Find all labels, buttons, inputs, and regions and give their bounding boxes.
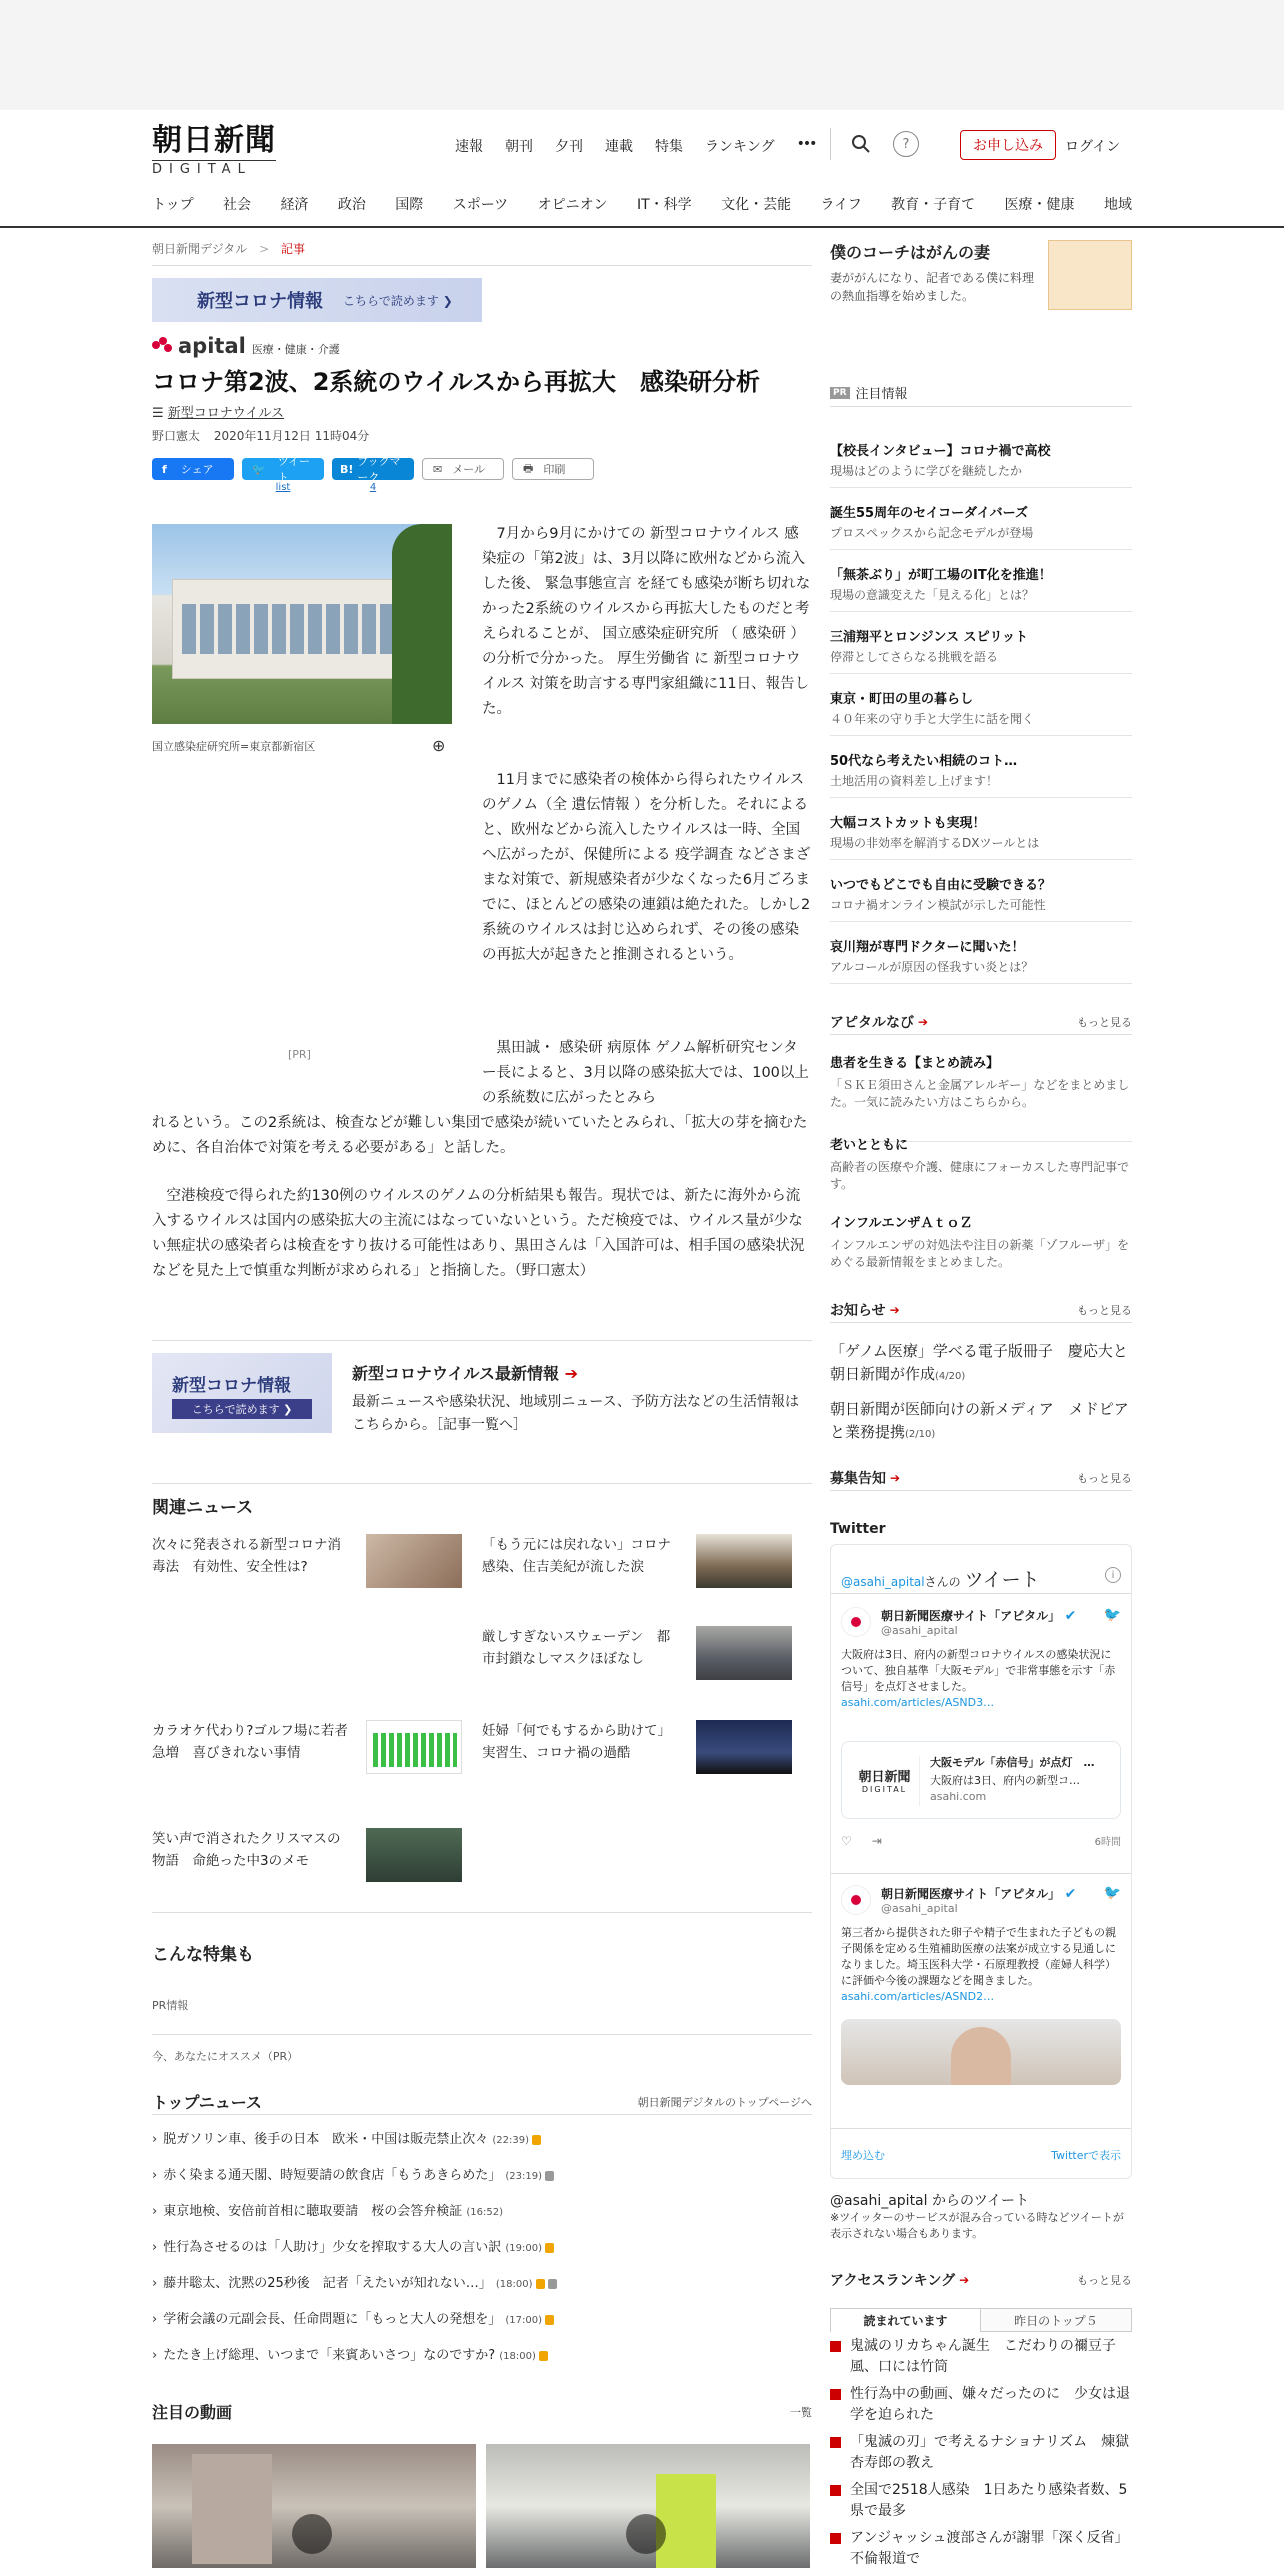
divider — [831, 2128, 1131, 2129]
cat-politics[interactable]: 政治 — [337, 197, 366, 213]
coach-illustration — [1048, 240, 1132, 310]
pr-item-title: 50代なら考えたい相続のコト… — [830, 754, 1018, 769]
verified-icon: ✔ — [1064, 1608, 1077, 1624]
top-news-time: (16:52) — [466, 2207, 503, 2218]
chevron-right-icon: › — [152, 2132, 158, 2147]
video-building — [192, 2454, 272, 2564]
recommend-label: 今、あなたにオススメ（PR） — [152, 2050, 299, 2063]
print-label: 印刷 — [543, 463, 566, 476]
question-icon[interactable]: ? — [893, 131, 919, 157]
logo-subtext: DIGITAL — [152, 160, 276, 177]
pr-badge: PR — [830, 387, 850, 399]
corona-banner-title: 新型コロナ情報 — [197, 291, 323, 312]
related-thumbnail — [696, 1534, 792, 1588]
top-news-time: (18:00) — [499, 2351, 536, 2362]
card-logo-line2: DIGITAL — [861, 1785, 908, 1794]
play-icon — [626, 2514, 666, 2554]
breadcrumb-home[interactable]: 朝日新聞デジタル — [152, 242, 248, 256]
chevron-right-icon: › — [152, 2348, 158, 2363]
share-icon[interactable]: ⇥ — [871, 1833, 882, 1848]
byline — [152, 427, 812, 444]
top-news-item[interactable] — [152, 2164, 554, 2183]
arrow-right-icon: ➔ — [890, 1471, 901, 1485]
article-tag[interactable]: ☰ 新型コロナウイルス — [152, 406, 285, 421]
related-item-text: 厳しすぎないスウェーデン 都市封鎖なしマスクほぼなし — [482, 1629, 671, 1667]
top-news-time: (22:39) — [492, 2135, 529, 2146]
pr-item[interactable] — [830, 426, 1132, 488]
twitter-section-title: Twitter — [830, 1521, 886, 1537]
pr-item[interactable] — [830, 922, 1132, 984]
apital-navi-item[interactable] — [830, 1134, 1132, 1204]
related-thumbnail — [366, 1534, 462, 1588]
divider — [831, 1873, 1131, 1874]
arrow-right-icon: ➔ — [918, 1015, 929, 1029]
coach-promo[interactable] — [830, 240, 1132, 310]
apital-navi-header[interactable] — [830, 1012, 1132, 1032]
card-logo — [850, 1756, 920, 1806]
hatena-count[interactable]: 4 — [369, 482, 377, 493]
logo-text: 朝日新聞 — [152, 123, 276, 158]
apital-name: apital — [178, 334, 246, 358]
tweet-author: 朝日新聞医療サイト「アピタル」 — [881, 1609, 1061, 1623]
tweet[interactable] — [841, 1607, 1121, 1848]
cat-international[interactable]: 国際 — [395, 197, 424, 213]
related-news-title: 関連ニュース — [152, 1498, 254, 1518]
ranking-header[interactable] — [830, 2270, 1132, 2290]
notice-item[interactable] — [830, 1340, 1132, 1388]
video-person — [656, 2474, 716, 2568]
article-title: コロナ第2波、2系統のウイルスから再拡大 感染研分析 — [152, 368, 760, 396]
apital-navi-item-desc: 高齢者の医療や介護、健康にフォーカスした専門記事です。 — [830, 1160, 1130, 1191]
pr-item-title: 東京・町田の里の暮らし — [830, 692, 974, 707]
view-on-twitter-link[interactable]: Twitterで表示 — [1051, 2149, 1121, 2162]
card-desc: 大阪府は3日、府内の新型コ… — [930, 1774, 1080, 1787]
ranking-item[interactable]: アンジャッシュ渡部さんが謝罪「深く反省」 不倫報道で — [830, 2528, 1132, 2568]
top-news-time: (19:00) — [505, 2243, 542, 2254]
related-item[interactable] — [152, 1534, 452, 1604]
photo-caption: 国立感染症研究所=東京都新宿区 — [152, 740, 316, 753]
tweet-link[interactable]: asahi.com/articles/ASND2… — [841, 1990, 995, 2003]
pr-section-title: 注目情報 — [855, 387, 908, 402]
apital-navi-item-title: 老いとともに — [830, 1138, 909, 1153]
tweet-share-button[interactable] — [242, 455, 324, 484]
top-news-time: (18:00) — [495, 2279, 533, 2290]
apital-logo[interactable] — [152, 334, 812, 358]
tweet-time[interactable]: 6時間 — [1094, 1837, 1121, 1848]
pr-item-title: 哀川翔が専門ドクターに聞いた！ — [830, 940, 1025, 955]
chevron-right-icon: › — [152, 2204, 158, 2219]
pr-item[interactable] — [830, 798, 1132, 860]
breadcrumb — [152, 228, 812, 266]
login-link[interactable]: ログイン — [1065, 139, 1121, 155]
hatena-icon: B! — [340, 462, 354, 476]
article-paragraph-2: 11月までに感染者の検体から得られたウイルスのゲノム（全 遺伝情報 ）を分析した。それによると、欧州などから流入したウイルスは一時、全国へ広がったが、保健所による 疫学調査 などさまざまな対策で、新規感染者が少なくなった6月ごろまでに、ほとんどの感染の連鎖は絶たれた。しかし2系統のウイルスは封じ込められず、その後の感染の再拡大が起きたと推測されるという。 — [482, 772, 811, 963]
apital-navi-item-title: 患者を生きる【まとめ読み】 — [830, 1056, 1000, 1071]
tweet-text: 第三者から提供された卵子や精子で生まれた子どもの親子関係を定める生殖補助医療の法案が成立する見通しになりました。埼玉医科大学・石原理教授（産婦人科学）に評価や今後の課題などを聞きました。 — [841, 1926, 1116, 1987]
cat-it-science[interactable]: IT・科学 — [637, 197, 692, 213]
divider — [830, 1322, 1132, 1323]
related-item-text: 次々に発表される新型コロナ消毒法 有効性、安全性は? — [152, 1537, 341, 1575]
twitter-bird-icon: 🐦 — [1103, 1607, 1121, 1623]
pr-item[interactable] — [830, 488, 1132, 550]
tweet-handle: @asahi_apital — [881, 1624, 958, 1637]
apital-dots-icon — [152, 337, 174, 353]
pr-item[interactable] — [830, 736, 1132, 798]
tab-most-read[interactable]: 読まれています — [830, 2308, 981, 2332]
top-news-item[interactable] — [152, 2200, 503, 2219]
notice-title: お知らせ — [830, 1303, 886, 1319]
breadcrumb-separator: > — [259, 242, 270, 256]
related-thumbnail — [696, 1720, 792, 1774]
top-news-text: 東京地検、安倍前首相に聴取要請 桜の会答弁検証 — [163, 2204, 463, 2219]
corona-latest-box — [152, 1340, 812, 1440]
embed-link[interactable]: 埋め込む — [841, 2149, 885, 2162]
top-news-item[interactable] — [152, 2236, 554, 2255]
nav-ranking[interactable]: ランキング — [705, 139, 775, 155]
twitter-footer-note: ※ツイッターのサービスが混み合っている時などツイートが表示されない場合もあります。 — [830, 2211, 1124, 2240]
pr-info-label: PR情報 — [152, 1999, 189, 2012]
divider — [830, 1034, 1132, 1035]
related-item-text: 「もう元には戻れない」コロナ感染、住吉美紀が流した涙 — [482, 1537, 671, 1575]
site-header — [0, 110, 1284, 228]
related-item[interactable] — [152, 1720, 452, 1790]
lock-icon — [532, 2135, 541, 2145]
article-tag-label: 新型コロナウイルス — [167, 406, 285, 421]
corona-latest-heading[interactable] — [352, 1361, 578, 1384]
ranking-item[interactable]: 鬼滅のリカちゃん誕生 こだわりの禰豆子風、口には竹筒 — [830, 2336, 1132, 2378]
top-news-item[interactable] — [152, 2272, 557, 2291]
lock-icon — [545, 2171, 554, 2181]
videos-title: 注目の動画 — [152, 2403, 233, 2422]
related-item[interactable] — [152, 1828, 452, 1898]
pr-item[interactable] — [830, 860, 1132, 922]
tweet[interactable] — [841, 1885, 1121, 2085]
tweet-avatar — [841, 1885, 871, 1915]
breadcrumb-current: 記事 — [281, 242, 306, 256]
pr-item[interactable] — [830, 674, 1132, 736]
coach-title: 僕のコーチはがんの妻 — [830, 243, 991, 262]
tweet-count[interactable]: list — [275, 482, 291, 493]
pr-item-desc: 土地活用の資料差し上げます！ — [830, 774, 999, 788]
divider — [830, 128, 831, 160]
nav-yuukan[interactable]: 夕刊 — [555, 139, 583, 155]
main-column — [152, 228, 812, 2422]
corona-banner-link: こちらで読めます ❯ — [343, 293, 453, 308]
recruit-more[interactable]: もっと見る — [1077, 1472, 1132, 1485]
top-nav — [455, 136, 837, 156]
tweet-image-person — [951, 2027, 1011, 2085]
photo-windows — [182, 604, 392, 654]
arrow-right-icon: ➔ — [564, 1364, 579, 1383]
twitter-bird-icon: 🐦 — [252, 462, 266, 476]
apital-navi-item-desc: 「ＳＫＥ須田さんと金属アレルギー」などをまとめました。一気に読みたい方はこちらから。 — [830, 1078, 1130, 1109]
cat-opinion[interactable]: オピニオン — [537, 197, 608, 213]
apital-navi-item-title: インフルエンザＡｔｏＺ — [830, 1216, 973, 1231]
top-news-text: 脱ガソリン車、後手の日本 欧米・中国は販売禁止次々 — [163, 2132, 489, 2147]
lock-icon — [545, 2315, 554, 2325]
site-logo[interactable] — [152, 124, 292, 177]
nav-sokuhou[interactable]: 速報 — [455, 139, 483, 155]
chevron-right-icon: › — [152, 2168, 158, 2183]
corona-latest-heading-text: 新型コロナウイルス最新情報 — [352, 1364, 560, 1383]
print-icon: 🖶 — [523, 461, 534, 475]
divider — [152, 2114, 812, 2115]
tweet-handle: @asahi_apital — [881, 1902, 958, 1915]
recruit-title: 募集告知 — [830, 1471, 886, 1487]
cat-society[interactable]: 社会 — [223, 197, 252, 213]
apital-navi-item-desc: インフルエンザの対処法や注目の新薬「ゾフルーザ」をめぐる最新情報をまとめました。 — [830, 1238, 1130, 1269]
corona-latest-image[interactable] — [152, 1353, 332, 1433]
apital-navi-title: アピタルなび — [830, 1015, 914, 1031]
category-nav — [152, 194, 1132, 214]
chevron-right-icon: › — [152, 2312, 158, 2327]
notice-more[interactable]: もっと見る — [1077, 1304, 1132, 1317]
twitter-bird-icon: 🐦 — [1103, 1885, 1121, 1901]
nav-tokushu[interactable]: 特集 — [655, 139, 683, 155]
cat-top[interactable]: トップ — [152, 197, 194, 213]
related-item-text: カラオケ代わり?ゴルフ場に若者急増 喜びきれない事情 — [152, 1723, 348, 1761]
top-news-text: 藤井聡太、沈黙の25秒後 記者「えたいが知れない…」 — [163, 2276, 492, 2291]
tweet-actions — [841, 1833, 1121, 1848]
divider — [152, 1483, 812, 1484]
related-item-text: 笑い声で消されたクリスマスの物語 命絶った中3のメモ — [152, 1831, 341, 1869]
notice-item-date: (2/10) — [905, 1429, 936, 1440]
pr-label: [PR] — [288, 1048, 311, 1061]
notice-item-date: (4/20) — [935, 1371, 966, 1382]
article-paragraph-3b: れるという。この2系統は、検査などが難しい集団で感染が続いていたとみられ、「拡大の芽を摘むために、各自治体で対策を考える必要がある」と話した。 — [152, 1115, 808, 1156]
apital-sub: 医療・健康・介護 — [251, 343, 340, 356]
card-domain: asahi.com — [930, 1790, 987, 1803]
pr-item-desc: 現場の意識変えた「見える化」とは？ — [830, 588, 1035, 602]
lock-icon — [536, 2279, 545, 2289]
notice-item[interactable] — [830, 1398, 1132, 1446]
notice-header[interactable] — [830, 1300, 1132, 1320]
pr-item-desc: アルコールが原因の怪我すい炎とは？ — [830, 960, 1034, 974]
timeline-handle[interactable]: @asahi_apital — [841, 1575, 925, 1589]
card-title: 大阪モデル「赤信号」が点灯 … — [930, 1756, 1095, 1769]
arrow-right-icon: ➔ — [889, 1303, 900, 1317]
video-thumbnail[interactable] — [152, 2444, 476, 2568]
mail-share-button[interactable] — [422, 458, 504, 480]
ranking-tabs — [830, 2308, 1132, 2332]
photo-tree — [392, 524, 452, 724]
article-paragraph-4: 空港検疫で得られた約130例のウイルスのゲノムの分析結果も報告。現状では、新たに海外から流入するウイルスは国内の感染拡大の主流にはなっていないという。ただ検疫では、ウイルス量が少ない無症状の感染者らは検査をすり抜ける可能性はあり、黒田さんは「入国許可は、相手国の感染状況などを見た上で慎重な判断が求められる」と指摘した。（野口憲太） — [152, 1188, 805, 1279]
pr-item-desc: コロナ禍オンライン模試が示した可能性 — [830, 898, 1046, 912]
cat-culture[interactable]: 文化・芸能 — [721, 197, 792, 213]
pr-item-desc: 現場の非効率を解消するDXツールとは — [830, 836, 1040, 850]
ranking-item[interactable]: 性行為中の動画、嫌々だったのに 少女は退学を迫られた — [830, 2384, 1132, 2426]
top-news-item[interactable] — [152, 2308, 554, 2327]
hatena-label: ブックマーク — [357, 455, 401, 484]
timeline-header — [841, 1565, 1040, 1592]
pr-item-title: 誕生55周年のセイコーダイバーズ — [830, 506, 1029, 521]
related-item[interactable] — [482, 1720, 782, 1790]
hatena-share-group — [332, 455, 414, 493]
facebook-share-button[interactable] — [152, 458, 234, 480]
divider — [152, 1912, 812, 1913]
features-title: こんな特集も — [152, 1945, 254, 1965]
related-item[interactable] — [482, 1626, 782, 1696]
timeline-handle-suffix: さんの — [924, 1575, 961, 1589]
ranking-title: アクセスランキング — [830, 2273, 956, 2289]
share-bar — [152, 455, 812, 493]
top-news-item[interactable] — [152, 2128, 541, 2147]
article-paragraph-3a: 黒田誠・ 感染研 病原体 ゲノム解析研究センター長によると、3月以降の感染拡大では、100以上の系統数に広がったとみら — [482, 1040, 809, 1106]
article-photo[interactable] — [152, 524, 452, 724]
pr-item-desc: ４０年来の守り手と大学生に話を聞く — [830, 712, 1035, 726]
info-icon[interactable]: i — [1105, 1567, 1121, 1583]
pr-item-desc: 現場はどのように学びを継続したか — [830, 464, 1023, 478]
video-thumbnail[interactable] — [486, 2444, 810, 2568]
tweet-link-card[interactable] — [841, 1741, 1121, 1819]
notice-item-text: 朝日新聞が医師向けの新メディア メドピアと業務提携 — [830, 1400, 1129, 1441]
cat-sports[interactable]: スポーツ — [452, 197, 509, 213]
twitter-footer-title: @asahi_apital からのツイート — [830, 2193, 1029, 2209]
hatena-bookmark-button[interactable] — [332, 455, 414, 484]
corona-banner[interactable] — [152, 278, 482, 322]
search-icon[interactable] — [851, 134, 871, 154]
top-ad-area — [0, 0, 1284, 110]
mail-label: メール — [452, 463, 485, 476]
cat-life[interactable]: ライフ — [820, 197, 862, 213]
pr-item-title: 「無茶ぶり」が町工場のIT化を推進！ — [830, 568, 1052, 583]
pr-item[interactable] — [830, 550, 1132, 612]
subscribe-button[interactable]: お申し込み — [960, 130, 1056, 160]
top-news-text: 性行為させるのは「人助け」少女を搾取する大人の言い訳 — [163, 2240, 502, 2255]
pr-section-header — [830, 383, 908, 402]
ranking-more[interactable]: もっと見る — [1077, 2274, 1132, 2287]
top-news-time: (17:00) — [505, 2315, 542, 2326]
divider — [830, 1490, 1132, 1491]
lock-icon — [545, 2243, 554, 2253]
cat-education[interactable]: 教育・子育て — [891, 197, 976, 213]
tweet-link[interactable]: asahi.com/articles/ASND3… — [841, 1696, 995, 1709]
top-page-link[interactable]: 朝日新聞デジタルのトップページへ — [637, 2096, 812, 2109]
apital-navi-item[interactable] — [830, 1212, 1132, 1302]
header-icons — [830, 128, 919, 160]
tweet-share-group — [242, 455, 324, 493]
corona-latest-image-link: こちらで読めます ❯ — [172, 1399, 312, 1419]
related-item-text: 妊婦「何でもするから助けて」 実習生、コロナ禍の過酷 — [482, 1723, 678, 1761]
print-button[interactable] — [512, 458, 594, 480]
related-thumbnail — [366, 1828, 462, 1882]
thumbnail-bars — [373, 1733, 457, 1767]
apital-navi-more[interactable]: もっと見る — [1077, 1016, 1132, 1029]
publish-date: 2020年11月12日 11時04分 — [213, 429, 370, 443]
chevron-right-icon: › — [152, 2276, 158, 2291]
related-thumbnail — [696, 1626, 792, 1680]
ranking-item[interactable]: 「鬼滅の刃」で考えるナショナリズム 煉獄杏寿郎の教え — [830, 2432, 1132, 2474]
tweet-label: ツイート — [277, 455, 311, 484]
tweet-avatar — [841, 1607, 871, 1637]
facebook-icon: f — [162, 462, 167, 476]
lock-icon — [548, 2279, 557, 2289]
divider — [830, 406, 1132, 407]
divider — [831, 1593, 1131, 1594]
more-menu-icon[interactable]: ••• — [796, 136, 816, 152]
tweet-image[interactable] — [841, 2019, 1121, 2085]
lock-icon — [539, 2351, 548, 2361]
cat-economy[interactable]: 経済 — [280, 197, 309, 213]
videos-more-link[interactable]: 一覧 — [790, 2406, 812, 2419]
arrow-right-icon: ➔ — [959, 2273, 970, 2287]
verified-icon: ✔ — [1064, 1886, 1077, 1902]
corona-latest-text: 最新ニュースや感染状況、地域別ニュース、予防方法などの生活情報はこちらから。［記事一覧へ］ — [352, 1394, 800, 1433]
tweet-text: 大阪府は3日、府内の新型コロナウイルスの感染状況について、独自基準「大阪モデル」で非常事態を示す「赤信号」を点灯させました。 — [841, 1648, 1116, 1693]
top-news-text: たたき上げ総理、いつまで「来賓あいさつ」なのですか? — [163, 2348, 496, 2363]
ranking-item[interactable]: 全国で2518人感染 1日あたり感染者数、5県で最多 — [830, 2480, 1132, 2522]
related-chart-thumbnail — [366, 1720, 462, 1774]
zoom-icon[interactable]: ⊕ — [432, 736, 446, 755]
cat-health[interactable]: 医療・健康 — [1004, 197, 1075, 213]
coach-desc: 妻ががんになり、記者である僕に料理の熱血指導を始めました。 — [830, 271, 1035, 303]
divider — [152, 2034, 812, 2035]
tab-yesterday-top5[interactable]: 昨日のトップ５ — [981, 2308, 1132, 2332]
pr-item-desc: 停滞としてさらなる挑戦を語る — [830, 650, 999, 664]
recruit-header[interactable] — [830, 1468, 1132, 1488]
pr-item-title: 大幅コストカットも実現！ — [830, 816, 986, 831]
top-news-title: トップニュース — [152, 2093, 262, 2112]
facebook-share-label: シェア — [180, 463, 214, 476]
top-news-item[interactable] — [152, 2344, 548, 2363]
apital-navi-item[interactable] — [830, 1052, 1132, 1142]
cat-region[interactable]: 地域 — [1103, 197, 1132, 213]
pr-item-title: 【校長インタビュー】コロナ禍で高校 — [830, 444, 1051, 459]
tweet-author: 朝日新聞医療サイト「アピタル」 — [881, 1887, 1061, 1901]
notice-item-text: 「ゲノム医療」学べる電子版冊子 慶応大と朝日新聞が作成 — [830, 1342, 1128, 1383]
article-paragraph-1: 7月から9月にかけての 新型コロナウイルス 感染症の「第2波」は、3月以降に欧州などから流入した後、 緊急事態宣言 を経ても感染が断ち切れなかった2系統のウイルスから再拡大したものだと考えられることが、 国立感染症研究所 （ 感染研 ）の分析で分かった。 厚生労働省 に 新型コロナウイルス 対策を助言する専門家組織に11日、報告した。 — [482, 526, 811, 717]
pr-item[interactable] — [830, 612, 1132, 674]
mail-icon: ✉ — [433, 462, 443, 476]
pr-item-title: いつでもどこでも自由に受験できる？ — [830, 878, 1052, 893]
top-news-time: (23:19) — [505, 2171, 542, 2182]
timeline-tweet-word: ツイート — [964, 1569, 1040, 1591]
card-logo-line1: 朝日新聞 — [858, 1770, 911, 1785]
chevron-right-icon: › — [152, 2240, 158, 2255]
twitter-timeline — [830, 1544, 1132, 2179]
top-news-text: 赤く染まる通天閣、時短要請の飲食店「もうあきらめた」 — [163, 2168, 502, 2183]
play-icon — [292, 2514, 332, 2554]
top-news-text: 学術会議の元副会長、任命問題に「もっと大人の発想を」 — [163, 2312, 502, 2327]
related-item[interactable] — [482, 1534, 782, 1604]
author: 野口憲太 — [152, 429, 201, 443]
nav-choukan[interactable]: 朝刊 — [505, 139, 533, 155]
pr-item-title: 三浦翔平とロンジンス スピリット — [830, 630, 1028, 645]
nav-rensai[interactable]: 連載 — [605, 139, 633, 155]
pr-item-desc: プロスペックスから記念モデルが登場 — [830, 526, 1034, 540]
heart-icon[interactable]: ♡ — [841, 1833, 852, 1848]
corona-latest-image-title: 新型コロナ情報 — [172, 1376, 291, 1396]
